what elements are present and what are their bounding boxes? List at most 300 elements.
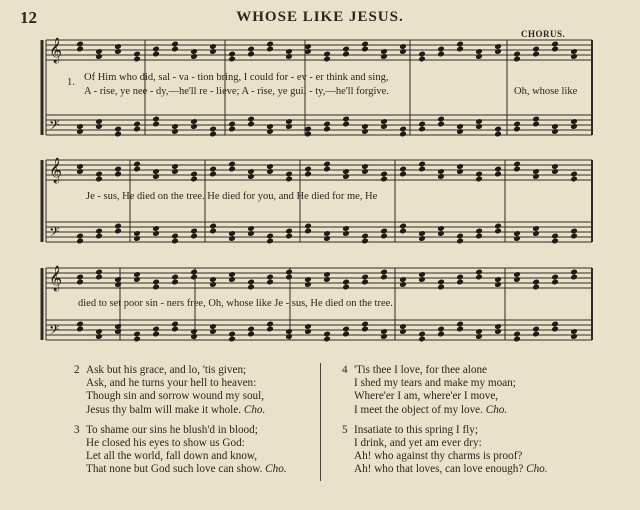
note-head [418,276,426,283]
note-head [380,228,388,235]
staff [46,268,592,288]
stanza-4 [342,364,548,417]
note-head [190,228,198,235]
stanza-line: Insatiate to this spring I fly; [354,423,478,436]
note-head [513,126,521,133]
note-head [247,225,255,232]
note-head [342,284,350,291]
note-head [323,336,331,343]
note-head [247,331,255,338]
note-head [361,41,369,48]
note-head [76,274,84,281]
note-head [570,328,578,335]
note-head [532,116,540,123]
stanza-2 [74,364,287,417]
note-head [342,326,350,333]
note-head [95,123,103,130]
note-head [266,274,274,281]
note-head [285,269,293,276]
note-head [209,166,217,173]
system2-lyric: Je - sus, He died on the tree. He died for you, and He died for me, He [86,191,378,202]
treble-clef-icon: 𝄞 [49,266,63,291]
note-head [532,168,540,175]
note-head [323,235,331,242]
note-head [513,276,521,283]
note-head [228,336,236,343]
note-head [494,228,502,235]
note-head [323,166,331,173]
note-head [475,228,483,235]
note-head [551,321,559,328]
bass-clef-icon: 𝄢 [49,322,60,341]
note-head [171,168,179,175]
note-head [361,46,369,53]
note-head [95,274,103,281]
note-head [437,168,445,175]
note-head [285,53,293,60]
note-head [190,176,198,183]
treble-clef-icon: 𝄞 [49,158,63,183]
note-head [361,274,369,281]
note-head [494,166,502,173]
note-head [475,269,483,276]
note-head [304,228,312,235]
system1-lyric-line1: Of Him who did, sal - va - tion bring, I could for - ev - er think and sing, [84,72,389,83]
note-head [418,121,426,128]
stanza-line: I meet the object of my love. [354,403,483,416]
note-head [399,323,407,330]
note-head [133,51,141,58]
note-head [133,331,141,338]
note-head [361,233,369,240]
note-head [418,230,426,237]
note-head [95,48,103,55]
note-head [152,121,160,128]
note-head [551,274,559,281]
stanza-line: To shame our sins he blush'd in blood; [86,423,258,436]
note-head [266,233,274,240]
note-head [456,168,464,175]
stanza-3 [74,424,287,477]
note-head [171,321,179,328]
note-head [456,321,464,328]
note-head [570,269,578,276]
note-head [570,274,578,281]
note-head [380,171,388,178]
note-head [228,331,236,338]
note-head [570,48,578,55]
note-head [437,331,445,338]
note-head [456,238,464,245]
stanza-line: Ah! who against thy charms is proof? [354,450,523,463]
note-head [266,163,274,170]
note-head [551,238,559,245]
chorus-label: CHORUS. [521,29,566,39]
note-head [95,269,103,276]
note-head [266,123,274,130]
note-head [513,235,521,242]
note-head [152,173,160,180]
note-head [437,225,445,232]
note-head [76,128,84,135]
note-head [399,48,407,55]
note-head [551,163,559,170]
note-head [228,276,236,283]
note-head [152,168,160,175]
note-head [551,123,559,130]
stanza-5 [342,424,548,477]
note-head [475,171,483,178]
note-head [209,126,217,133]
note-head [399,131,407,138]
note-head [532,230,540,237]
stanza-line: Ah! who that loves, can love enough? [354,463,524,476]
note-head [418,126,426,133]
note-head [228,56,236,63]
note-head [190,123,198,130]
note-head [456,233,464,240]
note-head [532,51,540,58]
stanzas-right-column [342,364,548,484]
note-head [285,333,293,340]
note-head [399,126,407,133]
note-head [532,225,540,232]
note-head [95,233,103,240]
chorus-lyric-start: Oh, whose like [514,86,578,97]
note-head [494,323,502,330]
note-head [342,168,350,175]
note-head [456,46,464,53]
chorus-cue: Cho. [485,403,508,416]
note-head [437,51,445,58]
note-head [266,128,274,135]
note-head [399,328,407,335]
note-head [418,166,426,173]
note-head [95,118,103,125]
note-head [76,123,84,130]
note-head [437,116,445,123]
note-head [247,168,255,175]
note-head [171,233,179,240]
stanza-number: 5 [342,423,348,436]
note-head [209,323,217,330]
note-head [247,279,255,286]
note-head [380,48,388,55]
note-head [361,238,369,245]
chorus-cue: Cho. [526,463,548,476]
note-head [76,326,84,333]
note-head [209,43,217,50]
note-head [513,56,521,63]
note-head [171,163,179,170]
note-head [228,126,236,133]
note-head [152,230,160,237]
note-head [247,46,255,53]
note-head [95,171,103,178]
stanza-line: I shed my tears and make my moan; [354,377,516,390]
note-head [437,279,445,286]
note-head [171,128,179,135]
note-head [513,336,521,343]
note-head [304,281,312,288]
note-head [323,121,331,128]
note-head [190,118,198,125]
note-head [323,331,331,338]
note-head [342,331,350,338]
note-head [380,269,388,276]
note-head [228,161,236,168]
note-head [152,279,160,286]
note-head [152,116,160,123]
note-head [323,51,331,58]
note-head [190,171,198,178]
note-head [361,168,369,175]
note-head [361,123,369,130]
note-head [247,173,255,180]
note-head [133,235,141,242]
note-head [114,223,122,230]
note-head [190,333,198,340]
note-head [285,274,293,281]
staff [46,222,592,242]
note-head [76,321,84,328]
note-head [513,51,521,58]
note-head [171,279,179,286]
note-head [342,46,350,53]
note-head [418,56,426,63]
note-head [399,276,407,283]
note-head [95,328,103,335]
bass-clef-icon: 𝄢 [49,224,60,243]
note-head [532,279,540,286]
note-head [494,126,502,133]
note-head [494,43,502,50]
note-head [456,279,464,286]
note-head [494,276,502,283]
note-head [228,121,236,128]
note-head [171,238,179,245]
note-head [494,328,502,335]
note-head [323,56,331,63]
note-head [190,328,198,335]
stanza-line: Let all the world, fall down and know, [86,450,258,463]
note-head [399,166,407,173]
note-head [190,48,198,55]
note-head [475,328,483,335]
note-head [532,326,540,333]
note-head [551,326,559,333]
note-head [513,271,521,278]
note-head [228,235,236,242]
note-head [285,48,293,55]
stanza-number: 4 [342,364,348,376]
note-head [475,53,483,60]
note-head [133,336,141,343]
note-head [456,274,464,281]
note-head [361,163,369,170]
clefs [49,37,62,341]
note-head [266,41,274,48]
note-head [475,176,483,183]
note-head [513,166,521,173]
note-head [342,230,350,237]
note-head [209,228,217,235]
note-head [285,176,293,183]
note-head [570,53,578,60]
note-head [437,46,445,53]
note-head [285,118,293,125]
note-head [304,223,312,230]
note-head [285,123,293,130]
note-head [437,326,445,333]
note-head [304,323,312,330]
note-head [494,223,502,230]
note-head [228,230,236,237]
note-head [532,121,540,128]
stanza-number: 2 [74,364,80,376]
note-head [418,161,426,168]
note-head [114,166,122,173]
staff [46,115,592,135]
note-head [95,53,103,60]
system1-lyric-line2: A - rise, ye nee - dy,—he'll re - lieve; A - rise, ye guil - ty,—he'll forgive. [84,86,389,97]
note-head [247,230,255,237]
note-head [266,326,274,333]
note-head [513,121,521,128]
note-head [380,233,388,240]
note-head [475,274,483,281]
note-head [532,46,540,53]
note-head [285,233,293,240]
note-head [342,116,350,123]
note-head [570,228,578,235]
note-head [76,41,84,48]
note-head [361,128,369,135]
note-head [190,269,198,276]
note-head [323,276,331,283]
note-head [437,230,445,237]
note-head [76,279,84,286]
note-head [437,121,445,128]
note-head [475,118,483,125]
stanza-line: Ask but his grace, and lo, 'tis given; [86,364,247,376]
note-head [513,331,521,338]
system3-lyric: died to set poor sin - ners free, Oh, whose like Je - sus, He died on the tree. [78,298,393,309]
hymn-title: WHOSE LIKE JESUS. [236,9,404,25]
note-head [380,333,388,340]
note-head [380,274,388,281]
note-head [532,331,540,338]
note-head [570,171,578,178]
note-head [399,223,407,230]
stanza-line: He closed his eyes to show us God: [86,437,245,450]
bass-clef-icon: 𝄢 [49,117,60,136]
note-head [133,166,141,173]
note-head [247,116,255,123]
note-head [437,173,445,180]
note-head [494,131,502,138]
note-head [570,176,578,183]
chorus-cue: Cho. [265,463,287,476]
note-head [114,328,122,335]
note-head [114,43,122,50]
note-head [380,123,388,130]
verse-number: 1. [67,77,75,88]
note-head [532,173,540,180]
stanza-number: 3 [74,423,80,436]
note-head [209,276,217,283]
note-head [114,48,122,55]
note-head [228,51,236,58]
note-head [494,171,502,178]
note-head [171,326,179,333]
note-head [285,228,293,235]
stanza-line: Where'er I am, where'er I move, [354,390,499,403]
staff [46,40,592,60]
note-head [266,46,274,53]
note-head [171,123,179,130]
note-head [152,46,160,53]
note-head [228,166,236,173]
note-head [399,43,407,50]
note-head [190,233,198,240]
note-head [494,48,502,55]
note-head [342,279,350,286]
note-head [266,238,274,245]
note-head [570,233,578,240]
note-head [532,284,540,291]
note-head [95,333,103,340]
note-head [133,230,141,237]
note-head [247,326,255,333]
note-head [323,161,331,168]
note-head [342,51,350,58]
note-head [152,326,160,333]
note-head [266,168,274,175]
note-head [494,281,502,288]
note-head [418,51,426,58]
note-head [304,171,312,178]
note-head [152,284,160,291]
stanza-line: 'Tis thee I love, for thee alone [354,364,488,376]
note-head [456,326,464,333]
staff-lines [46,40,592,340]
note-head [342,121,350,128]
note-head [114,281,122,288]
note-head [152,331,160,338]
note-head [133,161,141,168]
note-head [76,163,84,170]
note-head [551,279,559,286]
note-head [304,166,312,173]
stanza-line: Jesus thy balm will make it whole. [86,403,242,416]
note-head [133,276,141,283]
staff [46,160,592,180]
note-head [171,274,179,281]
note-head [418,336,426,343]
note-head [152,51,160,58]
note-head [114,276,122,283]
note-head [304,328,312,335]
note-head [551,41,559,48]
note-head [456,128,464,135]
bar-lines [42,40,592,340]
note-head [266,321,274,328]
note-head [171,46,179,53]
note-head [342,225,350,232]
note-head [247,284,255,291]
note-head [209,48,217,55]
